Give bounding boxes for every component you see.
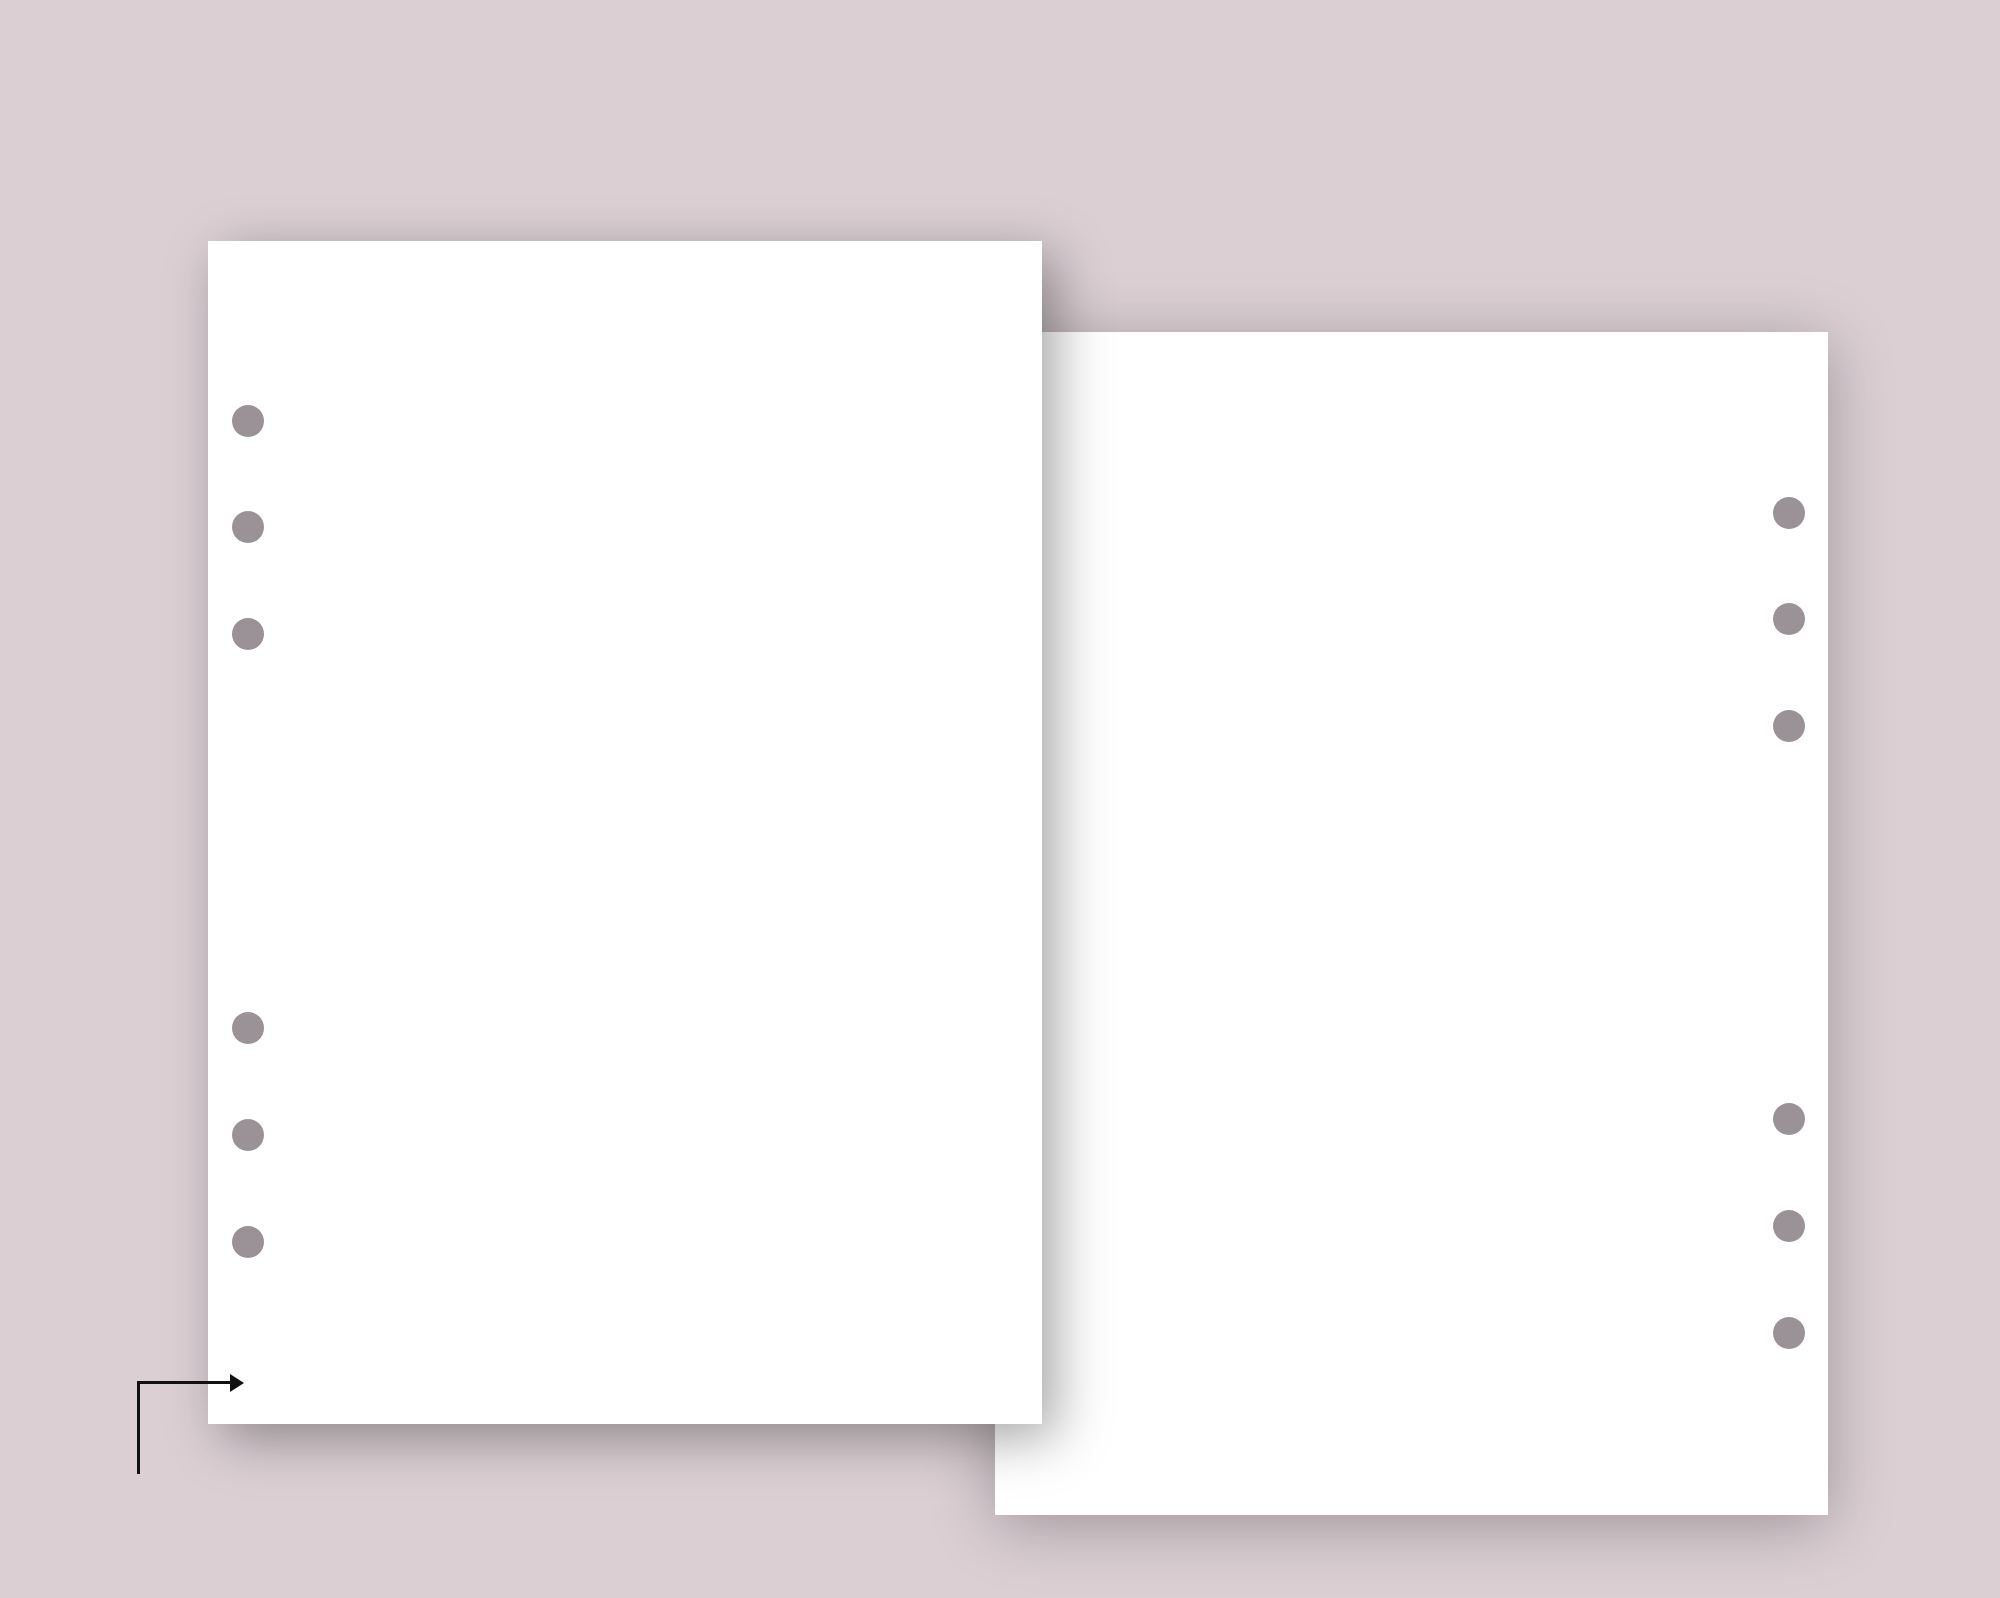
punch-hole <box>232 1226 264 1258</box>
punch-hole <box>1773 1210 1805 1242</box>
punch-hole <box>1773 603 1805 635</box>
punch-hole <box>232 1012 264 1044</box>
arrow-line <box>137 1381 233 1384</box>
punch-hole <box>232 511 264 543</box>
punch-hole <box>1773 497 1805 529</box>
punch-hole <box>1773 710 1805 742</box>
arrow-line <box>137 1382 140 1474</box>
punch-hole <box>1773 1317 1805 1349</box>
punch-hole <box>232 405 264 437</box>
front-sheet <box>208 241 1042 1424</box>
punch-hole <box>232 618 264 650</box>
yearly-tracker-title <box>763 276 1972 307</box>
back-sheet <box>995 332 1828 1515</box>
punch-hole <box>232 1119 264 1151</box>
arrow-head-icon <box>230 1374 244 1392</box>
punch-hole <box>1773 1103 1805 1135</box>
